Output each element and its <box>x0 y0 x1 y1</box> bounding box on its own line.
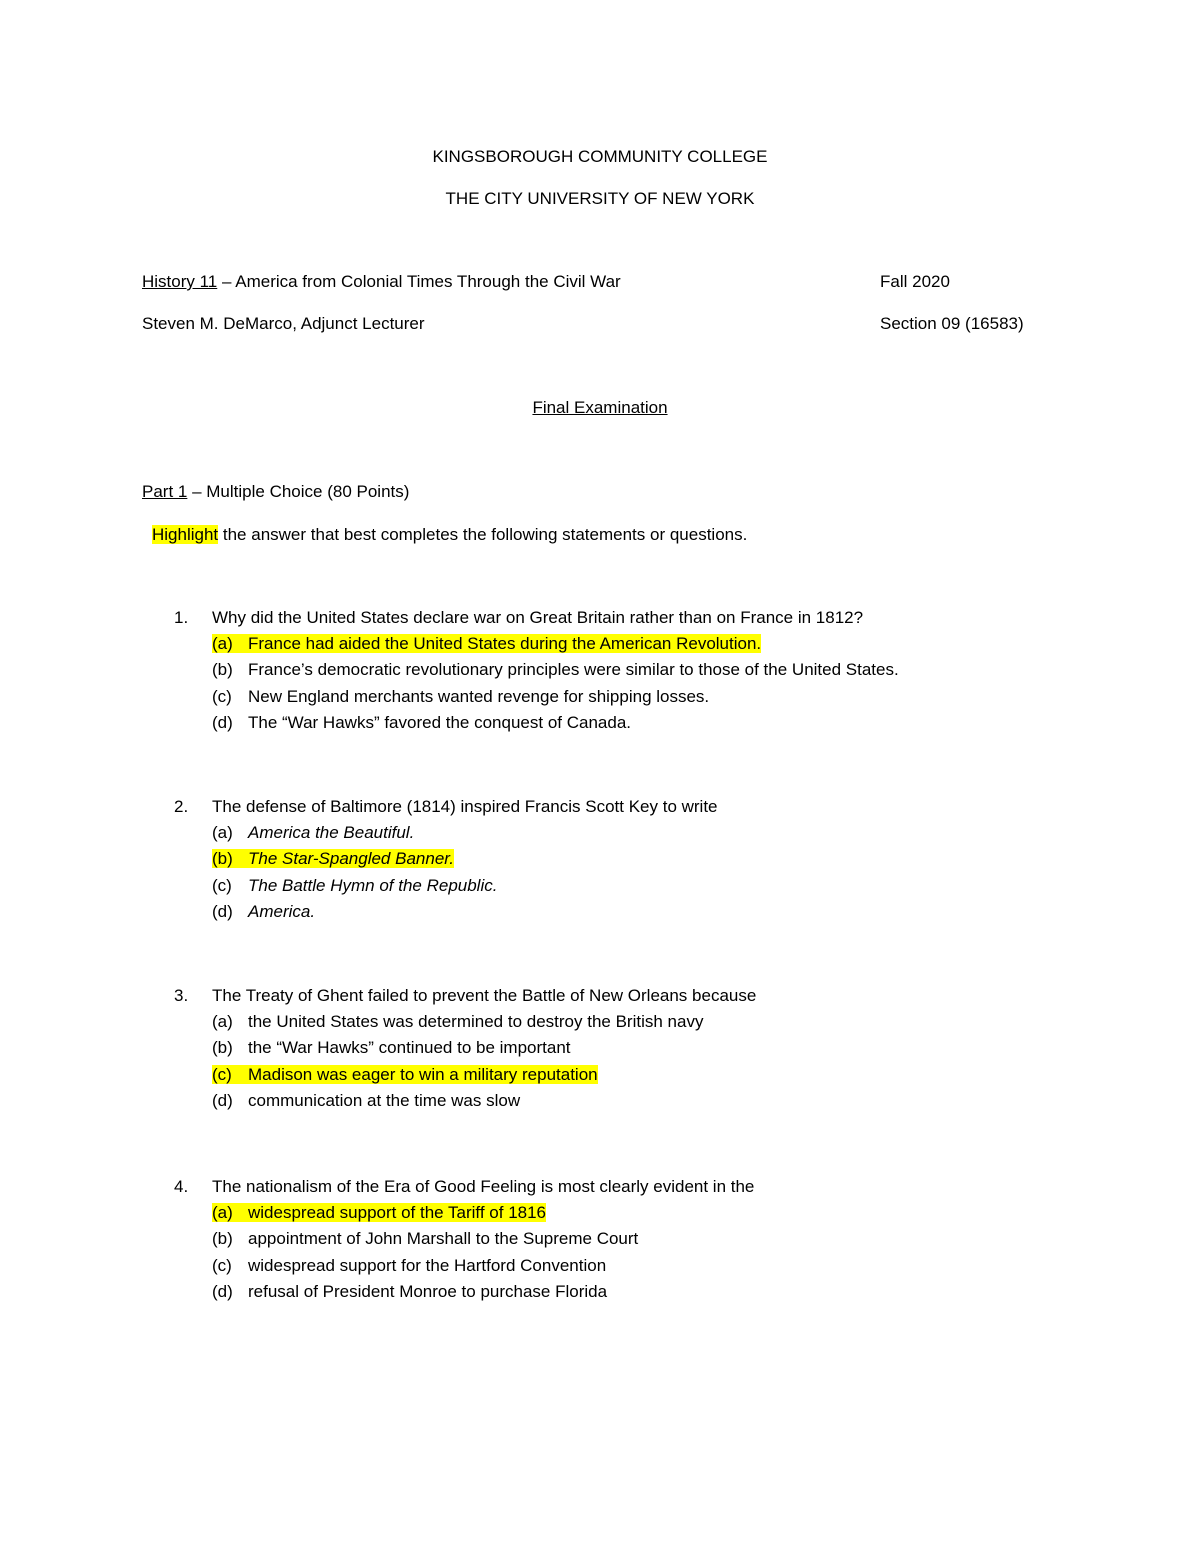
instructions <box>152 524 747 546</box>
option-text: The Battle Hymn of the Republic. <box>248 875 498 895</box>
course-title: America from Colonial Times Through the Civil War <box>235 272 621 291</box>
option-text: refusal of President Monroe to purchase Florida <box>248 1281 608 1301</box>
option-text: America the Beautiful. <box>248 823 415 843</box>
exam-title: Final Examination <box>532 398 668 417</box>
instruction-text: the answer that best completes the following statements or questions. <box>218 525 748 544</box>
answer-option <box>212 1038 571 1057</box>
option-text: France’s democratic revolutionary principles were similar to those of the United States. <box>248 660 899 680</box>
question-2-option-d[interactable] <box>212 901 315 923</box>
option-letter: (c) <box>212 686 232 706</box>
option-letter: (b) <box>212 849 233 869</box>
option-text: the “War Hawks” continued to be important <box>248 1038 571 1058</box>
answer-option <box>212 902 315 921</box>
question-number: 3. <box>174 986 189 1005</box>
option-letter: (b) <box>212 1038 233 1058</box>
question-4-option-a[interactable] <box>212 1202 546 1224</box>
option-letter: (a) <box>212 1203 233 1223</box>
option-letter: (d) <box>212 1281 233 1301</box>
option-text: communication at the time was slow <box>248 1090 521 1110</box>
question-2-option-a[interactable] <box>212 822 414 844</box>
option-letter: (a) <box>212 1012 233 1032</box>
answer-option <box>212 713 631 732</box>
answer-option <box>212 823 414 842</box>
course-dash: – <box>217 272 236 291</box>
part-label: Part 1 <box>142 482 188 501</box>
question-4 <box>174 1176 754 1198</box>
part-description: Multiple Choice (80 Points) <box>206 482 410 501</box>
option-text: The Star-Spangled Banner. <box>248 849 455 869</box>
option-letter: (c) <box>212 1255 232 1275</box>
question-4-option-c[interactable] <box>212 1255 606 1277</box>
instruction-highlight-word: Highlight <box>152 525 219 544</box>
question-1-option-a[interactable] <box>212 633 761 655</box>
option-text: widespread support of the Tariff of 1816 <box>248 1203 547 1223</box>
part-dash: – <box>187 482 207 501</box>
course-term: Fall 2020 <box>880 272 950 291</box>
option-text: The “War Hawks” favored the conquest of Canada. <box>248 712 631 732</box>
option-text: Madison was eager to win a military reputation <box>248 1064 598 1084</box>
question-text: The Treaty of Ghent failed to prevent the Battle of New Orleans because <box>212 986 757 1005</box>
highlighted-answer <box>212 1203 546 1222</box>
question-number: 4. <box>174 1177 189 1196</box>
highlighted-answer <box>212 1065 598 1084</box>
answer-option <box>212 660 899 679</box>
question-text: Why did the United States declare war on Great Britain rather than on France in 1812? <box>212 608 864 627</box>
question-3-option-d[interactable] <box>212 1090 520 1112</box>
answer-option <box>212 1012 703 1031</box>
question-2-option-c[interactable] <box>212 875 497 897</box>
question-2 <box>174 796 718 818</box>
answer-option <box>212 1256 606 1275</box>
highlighted-answer <box>212 634 761 653</box>
question-1 <box>174 607 863 629</box>
question-2-option-b[interactable] <box>212 848 454 870</box>
option-text: the United States was determined to destroy the British navy <box>248 1012 704 1032</box>
option-letter: (b) <box>212 660 233 680</box>
question-4-option-d[interactable] <box>212 1281 607 1303</box>
option-letter: (c) <box>212 1064 232 1084</box>
course-code: History 11 <box>142 272 218 291</box>
answer-option <box>212 1229 638 1248</box>
question-number: 1. <box>174 608 189 627</box>
option-text: America. <box>248 901 316 921</box>
option-letter: (d) <box>212 712 233 732</box>
question-text: The defense of Baltimore (1814) inspired Francis Scott Key to write <box>212 797 718 816</box>
option-text: France had aided the United States during the American Revolution. <box>248 634 762 654</box>
option-text: New England merchants wanted revenge for shipping losses. <box>248 686 710 706</box>
question-3-option-c[interactable] <box>212 1064 598 1086</box>
answer-option <box>212 687 709 706</box>
option-letter: (a) <box>212 634 233 654</box>
university-name: THE CITY UNIVERSITY OF NEW YORK <box>445 189 755 208</box>
instructor-name: Steven M. DeMarco, Adjunct Lecturer <box>142 314 425 333</box>
course-line <box>142 271 621 293</box>
college-name: KINGSBOROUGH COMMUNITY COLLEGE <box>432 147 768 166</box>
course-section: Section 09 (16583) <box>880 314 1024 333</box>
part-heading <box>142 481 409 503</box>
question-3-option-a[interactable] <box>212 1011 703 1033</box>
question-3 <box>174 985 756 1007</box>
option-text: widespread support for the Hartford Convention <box>248 1255 607 1275</box>
highlighted-answer <box>212 849 454 868</box>
question-1-option-c[interactable] <box>212 686 709 708</box>
option-letter: (d) <box>212 1090 233 1110</box>
option-letter: (b) <box>212 1229 233 1249</box>
answer-option <box>212 1282 607 1301</box>
answer-option <box>212 876 497 895</box>
question-number: 2. <box>174 797 189 816</box>
option-letter: (a) <box>212 823 233 843</box>
question-4-option-b[interactable] <box>212 1228 638 1250</box>
option-letter: (d) <box>212 901 233 921</box>
answer-option <box>212 1091 520 1110</box>
question-1-option-b[interactable] <box>212 659 899 681</box>
option-text: appointment of John Marshall to the Supreme Court <box>248 1229 639 1249</box>
question-3-option-b[interactable] <box>212 1037 571 1059</box>
question-1-option-d[interactable] <box>212 712 631 734</box>
option-letter: (c) <box>212 875 232 895</box>
question-text: The nationalism of the Era of Good Feeling is most clearly evident in the <box>212 1177 755 1196</box>
